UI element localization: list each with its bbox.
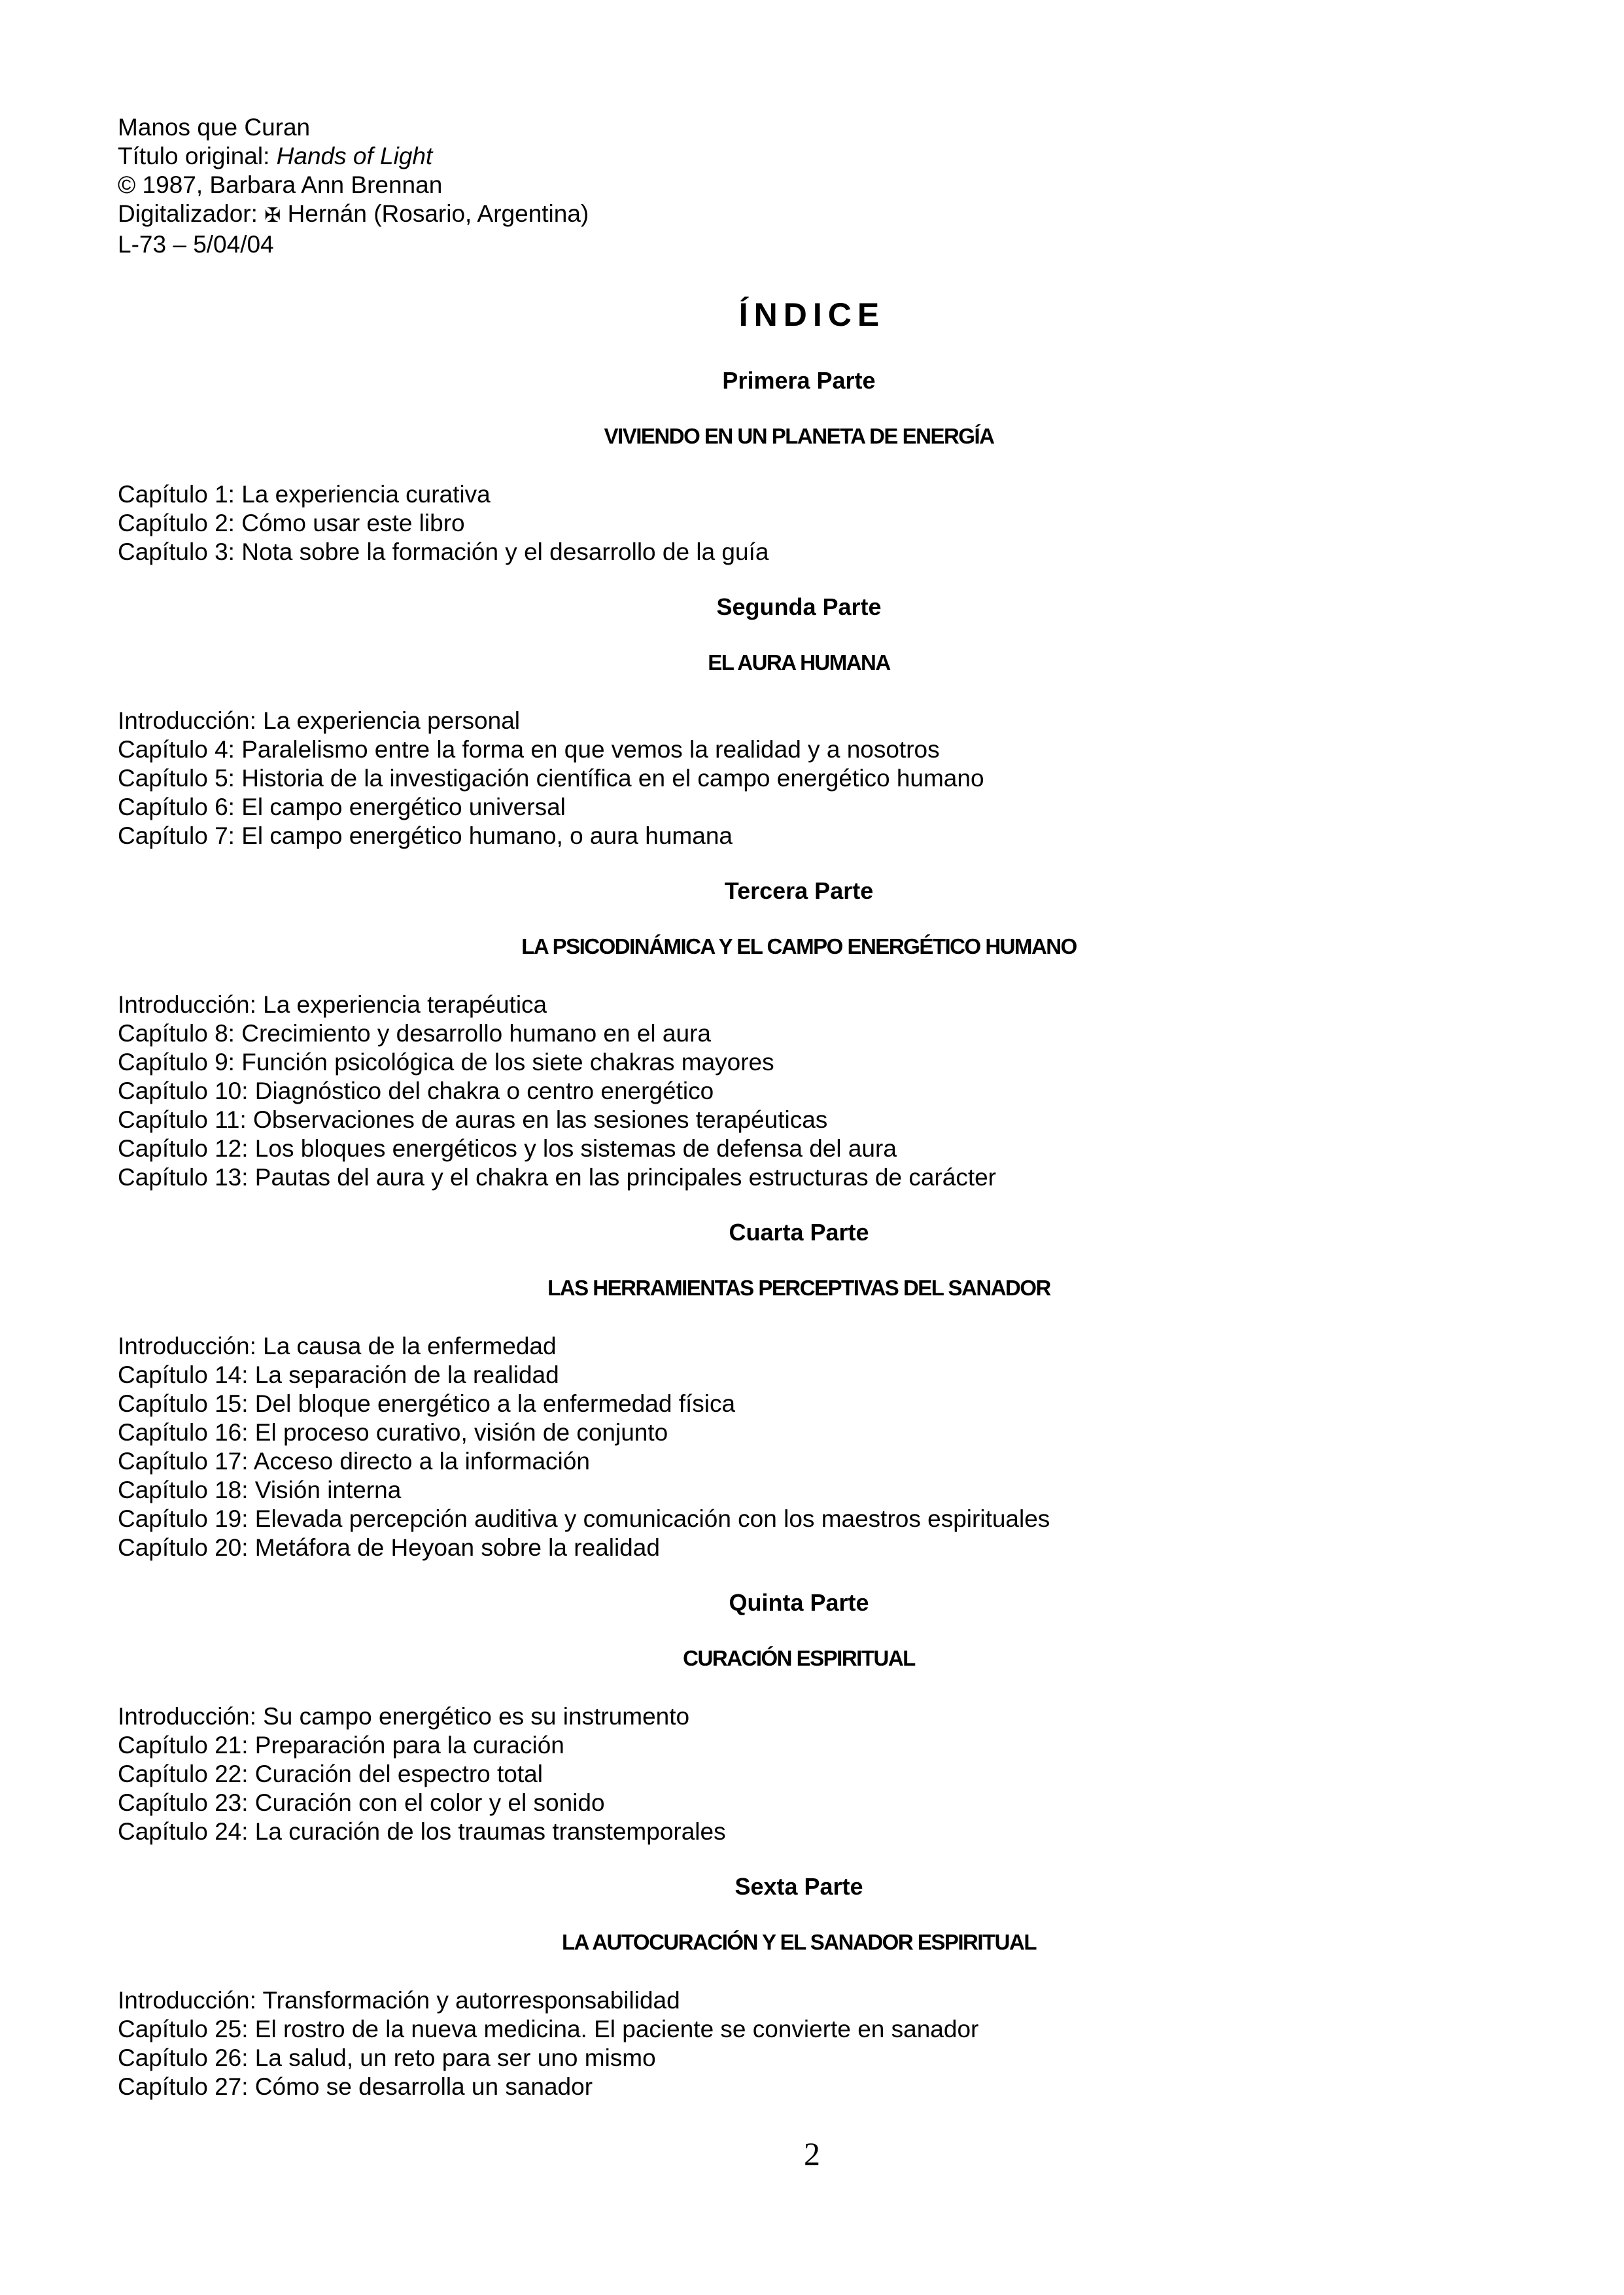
chapter-entry: Capítulo 22: Curación del espectro total [118, 1761, 543, 1787]
chapter-entry: Introducción: Su campo energético es su instrumento [118, 1703, 690, 1730]
index-title: ÍNDICE [738, 296, 886, 333]
chapter-entry: Capítulo 20: Metáfora de Heyoan sobre la realidad [118, 1534, 660, 1561]
chapter-list [118, 1702, 1504, 1846]
chapter-list [118, 480, 1504, 567]
digitizer-name: Hernán (Rosario, Argentina) [281, 200, 589, 227]
part-name: Quinta Parte [729, 1589, 869, 1616]
chapter-entry: Capítulo 5: Historia de la investigación científica en el campo energético humano [118, 765, 984, 792]
cross-icon: ✠ [264, 205, 281, 226]
chapter-entry: Capítulo 21: Preparación para la curación [118, 1732, 564, 1759]
toc-part [118, 1872, 1504, 2101]
toc-part [118, 593, 1504, 850]
reference-code: L-73 – 5/04/04 [118, 231, 274, 258]
part-title: LA PSICODINÁMICA Y EL CAMPO ENERGÉTICO HUMANO [521, 934, 1077, 958]
chapter-entry: Capítulo 14: La separación de la realidad [118, 1361, 559, 1388]
chapter-entry: Capítulo 15: Del bloque energético a la enfermedad física [118, 1390, 736, 1417]
chapter-entry: Capítulo 8: Crecimiento y desarrollo humano en el aura [118, 1020, 711, 1047]
chapter-entry: Introducción: La experiencia terapéutica [118, 991, 547, 1018]
chapter-list [118, 1986, 1504, 2101]
original-title: Hands of Light [276, 143, 433, 169]
chapter-entry: Capítulo 6: El campo energético universal [118, 794, 566, 820]
chapter-entry: Introducción: La experiencia personal [118, 707, 520, 734]
chapter-entry: Introducción: La causa de la enfermedad [118, 1333, 557, 1359]
part-title: LAS HERRAMIENTAS PERCEPTIVAS DEL SANADOR [547, 1276, 1050, 1300]
part-name: Sexta Parte [734, 1873, 863, 1900]
chapter-entry: Capítulo 26: La salud, un reto para ser uno mismo [118, 2044, 656, 2071]
chapter-entry: Capítulo 9: Función psicológica de los siete chakras mayores [118, 1049, 774, 1076]
original-title-line [118, 142, 589, 171]
chapter-entry: Capítulo 27: Cómo se desarrolla un sanador [118, 2073, 593, 2100]
part-title: VIVIENDO EN UN PLANETA DE ENERGÍA [604, 424, 994, 448]
chapter-entry: Capítulo 2: Cómo usar este libro [118, 510, 465, 536]
chapter-list [118, 1332, 1504, 1562]
chapter-entry: Capítulo 4: Paralelismo entre la forma en que vemos la realidad y a nosotros [118, 736, 940, 763]
chapter-entry: Capítulo 23: Curación con el color y el sonido [118, 1789, 605, 1816]
part-title: LA AUTOCURACIÓN Y EL SANADOR ESPIRITUAL [561, 1930, 1036, 1954]
toc-part [118, 877, 1504, 1192]
digitizer-label: Digitalizador: [118, 200, 265, 227]
chapter-entry: Capítulo 17: Acceso directo a la información [118, 1448, 590, 1475]
toc-part [118, 1218, 1504, 1562]
chapter-entry: Capítulo 11: Observaciones de auras en las sesiones terapéuticas [118, 1106, 828, 1133]
chapter-entry: Introducción: Transformación y autorresponsabilidad [118, 1987, 680, 2014]
chapter-entry: Capítulo 10: Diagnóstico del chakra o centro energético [118, 1077, 714, 1104]
chapter-entry: Capítulo 3: Nota sobre la formación y el desarrollo de la guía [118, 538, 769, 565]
part-title: EL AURA HUMANA [708, 650, 890, 674]
part-name: Primera Parte [722, 367, 876, 394]
original-title-label: Título original: [118, 143, 277, 169]
document-header [118, 113, 589, 259]
part-name: Tercera Parte [724, 877, 874, 904]
chapter-entry: Capítulo 19: Elevada percepción auditiva y comunicación con los maestros espirituales [118, 1505, 1050, 1532]
chapter-entry: Capítulo 18: Visión interna [118, 1477, 402, 1503]
chapter-list [118, 707, 1504, 850]
chapter-entry: Capítulo 13: Pautas del aura y el chakra en las principales estructuras de carácter [118, 1164, 997, 1191]
part-name: Cuarta Parte [729, 1219, 869, 1246]
chapter-entry: Capítulo 1: La experiencia curativa [118, 481, 491, 508]
page-number: 2 [804, 2135, 820, 2172]
copyright-line: © 1987, Barbara Ann Brennan [118, 171, 443, 198]
book-title: Manos que Curan [118, 114, 311, 141]
chapter-list [118, 990, 1504, 1192]
chapter-entry: Capítulo 24: La curación de los traumas transtemporales [118, 1818, 726, 1845]
chapter-entry: Capítulo 7: El campo energético humano, o aura humana [118, 822, 733, 849]
chapter-entry: Capítulo 25: El rostro de la nueva medicina. El paciente se convierte en sanador [118, 2016, 979, 2042]
part-name: Segunda Parte [716, 593, 882, 620]
chapter-entry: Capítulo 16: El proceso curativo, visión de conjunto [118, 1419, 668, 1446]
toc-part [118, 366, 1504, 567]
chapter-entry: Capítulo 12: Los bloques energéticos y los sistemas de defensa del aura [118, 1135, 897, 1162]
toc-part [118, 1588, 1504, 1846]
digitizer-line [118, 200, 589, 230]
part-title: CURACIÓN ESPIRITUAL [683, 1646, 915, 1670]
table-of-contents [118, 366, 1504, 2101]
